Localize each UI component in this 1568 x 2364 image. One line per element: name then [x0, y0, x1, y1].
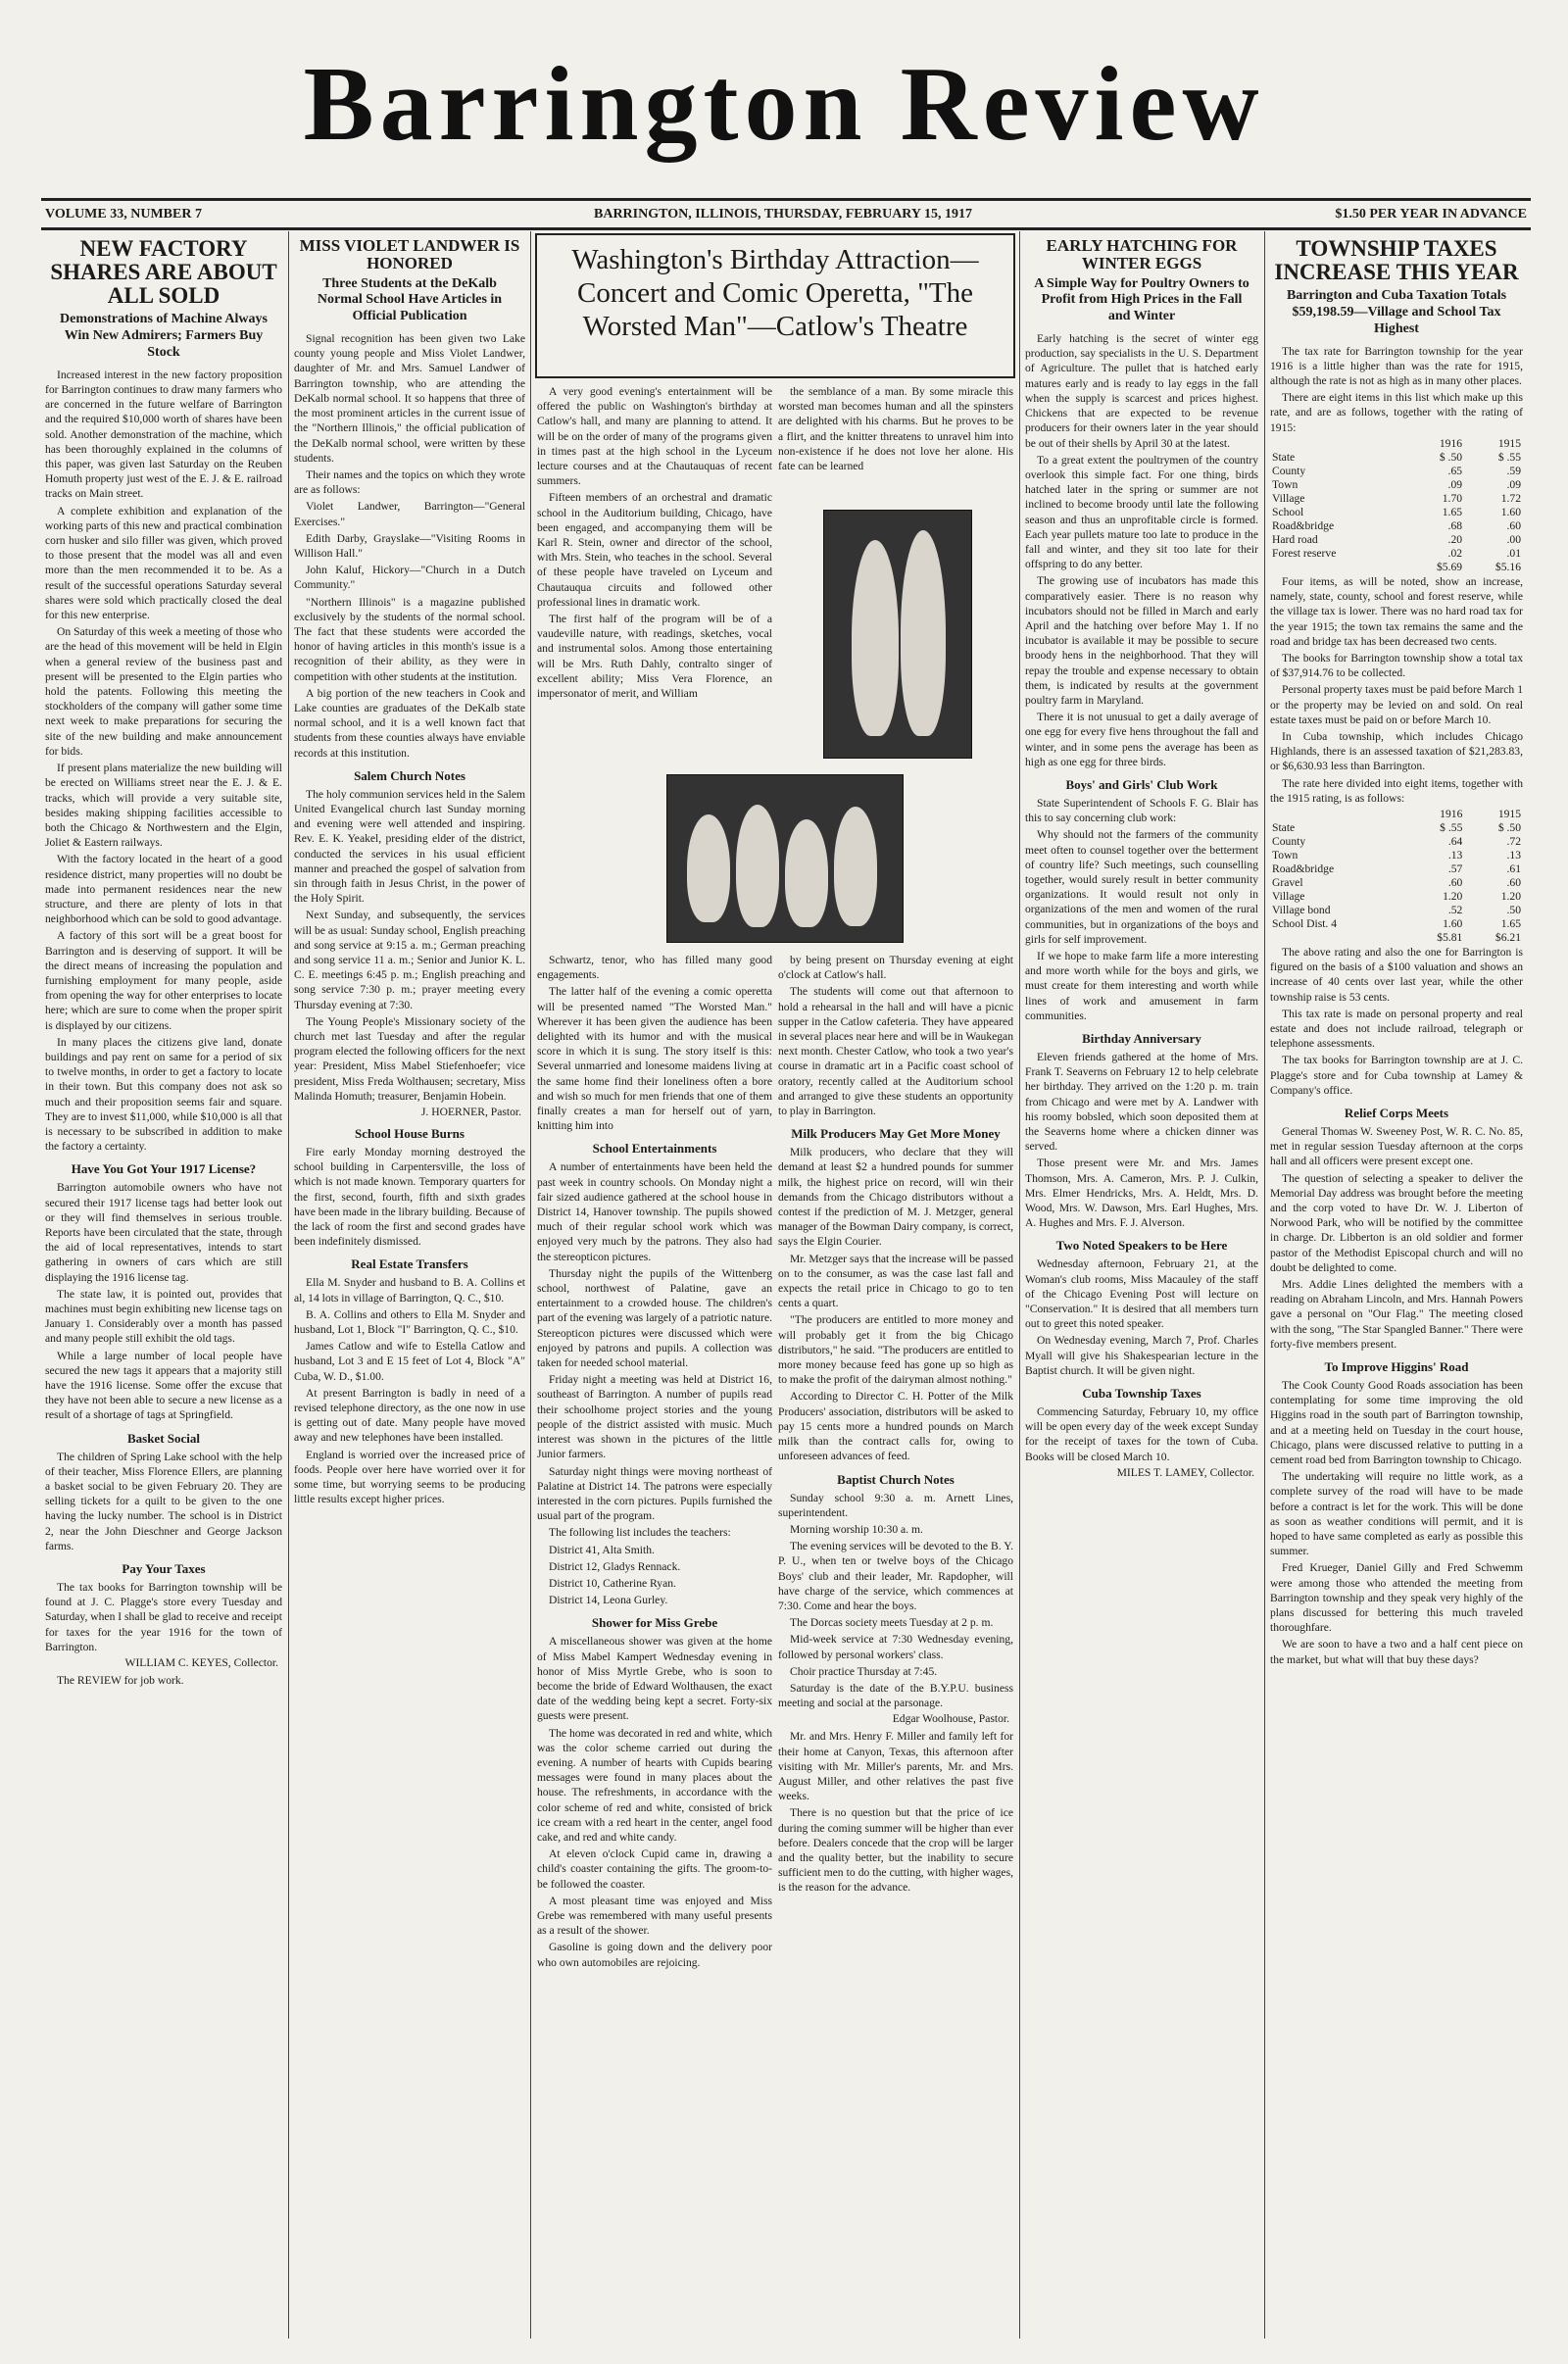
paragraph: There it is not unusual to get a daily average of one egg for every five hens throughout the fall and winter, and in some pens the average has been as high as one egg for three birds. — [1025, 711, 1258, 768]
teacher-list-item: District 12, Gladys Rennack. — [549, 1559, 681, 1573]
article-body — [778, 1491, 1013, 1711]
table-row — [1270, 506, 1523, 519]
deck-early-hatching: A Simple Way for Poultry Owners to Profit from High Prices in the Fall and Winter — [1034, 275, 1250, 324]
table-cell: .09 — [1506, 477, 1521, 491]
table-cell: .02 — [1447, 546, 1463, 560]
article-body — [45, 1450, 282, 1553]
subhead-club-work: Boys' and Girls' Club Work — [1065, 776, 1218, 792]
article-body — [294, 1275, 525, 1506]
paragraph: We are soon to have a two and a half cent piece on the market, but what will that buy these days? — [1270, 1638, 1523, 1666]
subhead-speakers: Two Noted Speakers to be Here — [1055, 1238, 1228, 1254]
table-cell: Town — [1272, 848, 1298, 862]
signature: MILES T. LAMEY, Collector. — [1116, 1465, 1254, 1479]
subscription-price: $1.50 PER YEAR IN ADVANCE — [1335, 207, 1527, 222]
washington-birthday-title: Washington's Birthday Attraction—Concert and Comic Operetta, "The Worsted Man"—Catlow's Theatre — [571, 244, 979, 342]
subhead-school-entertainments: School Entertainments — [592, 1141, 717, 1157]
table-cell: County — [1272, 834, 1306, 848]
table-cell: Village — [1272, 889, 1305, 903]
column-landwer — [294, 231, 525, 2339]
paragraph: A most pleasant time was enjoyed and Miss Grebe was remembered with many useful presents as a result of the shower. — [537, 1894, 772, 1938]
table-cell: $6.21 — [1494, 930, 1521, 944]
table-cell: $5.69 — [1436, 560, 1463, 573]
paragraph: A complete exhibition and explanation of the working parts of this new and practical combination corn husker and silo filler was given, which proved to those present that the model was all and even more than the men recommended it to be. As a result of the successful operations Saturday several shares were sold which practically closed the deal for this new enterprise. — [45, 504, 282, 622]
table-cell: .68 — [1447, 518, 1463, 532]
headline-early-hatching: EARLY HATCHING FOR WINTER EGGS — [1046, 236, 1238, 272]
paragraph: This tax rate is made on personal property and real estate and does not include railroad, telegraph or telephone assessments. — [1270, 1007, 1523, 1051]
table-cell: State — [1272, 820, 1296, 834]
table-header-cell — [1270, 808, 1406, 821]
table-cell: County — [1272, 464, 1306, 477]
table-cell: Gravel — [1272, 875, 1303, 889]
paragraph: Personal property taxes must be paid before March 1 or the property may be levied on and sold. On real estate taxes must be paid on or before March 10. — [1270, 683, 1523, 726]
table-cell: Road&bridge — [1272, 518, 1335, 532]
subhead-higgins-road: To Improve Higgins' Road — [1324, 1359, 1469, 1375]
paragraph: Their names and the topics on which they wrote are as follows: — [294, 468, 525, 497]
paragraph: Signal recognition has been given two Lake county young people and Miss Violet Landwer, daughter of Mr. and Mrs. Samuel Landwer of Barrington township, who are attending the DeKalb normal school. It so happens that three of the most prominent articles in the current issue of the "Northern Illinois," the official publication of the DeKalb normal school, were written by these students. — [294, 332, 525, 465]
table-header-cell: 1915 — [1497, 807, 1521, 820]
paragraph: B. A. Collins and others to Ella M. Snyder and husband, Lot 1, Block "I" Barrington, Q. C., $10. — [294, 1307, 525, 1337]
table-cell: Village — [1272, 491, 1305, 505]
column-rule — [288, 231, 289, 2339]
teacher-list-item: District 14, Leona Gurley. — [549, 1594, 668, 1607]
article-body — [45, 1180, 282, 1422]
table-cell: .52 — [1447, 903, 1463, 916]
table-cell: Forest reserve — [1272, 546, 1337, 560]
table-cell: .60 — [1506, 875, 1521, 889]
paragraph: The undertaking will require no little work, as a complete survey of the road will have to be made before a contract is let for the work. This will be done as soon as weather conditions will permit, and it is hoped to have same completed as early as possible this summer. — [1270, 1470, 1523, 1558]
article-body — [1025, 331, 1258, 769]
paragraph: A number of entertainments have been held the past week in country schools. On Monday night a fair sized audience gathered at the school house in District 14, Hanover township. The pupils showed much of their regular school work which was enjoyed very much by the patrons. They also had the stereopticon pictures. — [537, 1160, 772, 1263]
paragraph: Saturday is the date of the B.Y.P.U. business meeting and social at the parsonage. — [778, 1681, 1013, 1710]
paragraph: The books for Barrington township show a total tax of $37,914.76 to be collected. — [1270, 651, 1523, 680]
figure — [834, 807, 877, 926]
paragraph: Those present were Mr. and Mrs. James Thomson, Mrs. A. Cameron, Mrs. P. J. Culkin, Mrs. Elmer Hendricks, Mrs. A. Heldt, Mrs. D. Wood, Mrs. W. Dawson, Mrs. Earl Hughes, Mrs. A. Hughes and Mrs. F. J. Alverson. — [1025, 1157, 1258, 1230]
paragraph: Why should not the farmers of the community meet often to counsel together over the betterment of country life? Such meetings, such counselling together, would surely result in better community organizations. It would result not only in organizations of the men and women of the rural communities, but in organizations of the boys and girls for self improvement. — [1025, 828, 1258, 946]
paragraph: The holy communion services held in the Salem United Evangelical church last Sunday morning and evening were well attended and inspiring. Rev. E. K. Yeakel, presiding elder of the district, conducted the services in his usual efficient manner and preached the gospel of salvation from sin through faith in Jesus Christ, in the power of the Holy Spirit. — [294, 787, 525, 906]
paragraph: The above rating and also the one for Barrington is figured on the basis of a $100 valuation and shows an increase of 40 cents over last year, while the other township raise is 53 cents. — [1270, 945, 1523, 1004]
masthead-title: Barrington Review — [303, 46, 1265, 163]
table-cell: .00 — [1506, 532, 1521, 546]
paragraph: Eleven friends gathered at the home of Mrs. Frank T. Seaverns on February 12 to help celebrate her birthday. They arrived on the 1:20 p. m. train from Chicago and were met by A. Landwer with his roomy bobsled, which soon deposited them at the Seaverns home where a chicken dinner was served. — [1025, 1051, 1258, 1154]
paragraph: With the factory located in the heart of a good residence district, many properties will no doubt be made into permanent residences near the new structure, and there are plenty of lots in that neighborhood which can be sold to good advantage. — [45, 853, 282, 926]
column-rule — [1019, 231, 1020, 2339]
paragraph: The tax books for Barrington township are at J. C. Plagge's store and for Cuba township at Lamey & Company's office. — [1270, 1054, 1523, 1097]
paragraph: John Kaluf, Hickory—"Church in a Dutch Community." — [294, 564, 525, 592]
paragraph: Mr. and Mrs. Henry F. Miller and family left for their home at Canyon, Texas, this afternoon after visiting with Mr. Miller's parents, Mr. and Mrs. August Miller, and other relatives the past five weeks. — [778, 1730, 1013, 1803]
paragraph: On Saturday of this week a meeting of those who are the head of this movement will be held in Elgin when a general review of the business past and present will be presented to the Elgin parties who hold the patents. Following this meeting the stockholders of the company will gather some time next week to make preparations for securing the site of the new building and make announcement for bids. — [45, 625, 282, 758]
paragraph: Fifteen members of an orchestral and dramatic school in the Auditorium building, Chicago, have been engaged, and accompanying them will be Karl R. Stein, owner and director of the school, with Mrs. Stein, who teaches in the school. Several of these people have traveled on Lyceum and Chautauqua circuits and followed other professional lines in dramatic work. — [537, 491, 772, 609]
table-cell: .61 — [1506, 862, 1521, 875]
paragraph: If we hope to make farm life a more interesting and more worth while for the boys and girls, we must create for them interesting and worth while lines of work and amusement in farm communities. — [1025, 950, 1258, 1022]
volume-number: VOLUME 33, NUMBER 7 — [45, 207, 202, 222]
paragraph: There are eight items in this list which make up this rate, and are as follows, together with the rating of 1915: — [1270, 391, 1523, 434]
paragraph: Violet Landwer, Barrington—"General Exercises." — [294, 500, 525, 528]
table-cell: 1.60 — [1443, 916, 1463, 930]
article-body — [1025, 796, 1258, 1023]
tax-rate-table-cuba — [1270, 808, 1523, 945]
paragraph: Sunday school 9:30 a. m. Arnett Lines, superintendent. — [778, 1491, 1013, 1519]
paragraph: Next Sunday, and subsequently, the services will be as usual: Sunday school, English preaching and song service at 9:15 a. m.; German preaching and song service 11 a. m.; Senior and Junior K. L. C. E. meetings 6:45 p. m.; English preaching and song service 7:30 p. m.; prayer meeting every Thursday evening at 7:30. — [294, 909, 525, 1011]
column-rule — [1264, 231, 1265, 2339]
paragraph: Mid-week service at 7:30 Wednesday evening, followed by personal workers' class. — [778, 1633, 1013, 1661]
table-cell: $ .55 — [1497, 450, 1521, 464]
photo-performers-standing — [823, 510, 972, 759]
table-header-cell: 1916 — [1439, 436, 1463, 450]
paragraph: To a great extent the poultrymen of the country overlook this simple fact. For one thing, birds hatched later in the spring or summer are not inclined to become broody until late the following season and thus an unprofitable circle is formed. Each year pullets mature too late to produce in the fall and winter, and they sit too late for their offspring to do any better. — [1025, 453, 1258, 571]
paragraph: Choir practice Thursday at 7:45. — [790, 1664, 938, 1678]
table-cell: Road&bridge — [1272, 862, 1335, 875]
paragraph: The tax rate for Barrington township for the year 1916 is a little higher than was the rate for 1915, although the rate is not as high as in many other places. — [1270, 344, 1523, 388]
paragraph: Ella M. Snyder and husband to B. A. Collins et al, 14 lots in village of Barrington, Q. C., $10. — [294, 1276, 525, 1305]
article-body — [1025, 1404, 1258, 1464]
table-cell: School — [1272, 505, 1304, 518]
teacher-list-item: District 41, Alta Smith. — [549, 1543, 655, 1556]
table-cell: .09 — [1447, 477, 1463, 491]
paragraph: Thursday night the pupils of the Wittenberg school, northwest of Palatine, gave an entertainment to a crowded house. The children's part of the evening was largely of a patriotic nature. Stereopticon pictures were discussed which were enjoyed by patrons and pupils. A collection was taken for needed school material. — [537, 1266, 772, 1370]
paragraph: "The producers are entitled to more money and will probably get it from the big Chicago distributors," he said. "The producers are entitled to more money because feed has gone up so high as to make the profit of the dairyman almost nothing." — [778, 1313, 1013, 1387]
paragraph: The rate here divided into eight items, together with the 1915 rating, is as follows: — [1270, 776, 1523, 805]
paragraph: James Catlow and wife to Estella Catlow and husband, Lot 3 and E 15 feet of Lot 4, Block "A" Cuba, W. D., $1.00. — [294, 1340, 525, 1383]
signature: Edgar Woolhouse, Pastor. — [892, 1712, 1009, 1726]
paragraph: by being present on Thursday evening at eight o'clock at Catlow's hall. — [778, 954, 1013, 982]
paragraph: Schwartz, tenor, who has filled many good engagements. — [537, 954, 772, 982]
table-cell: 1.20 — [1500, 889, 1521, 903]
article-body — [1270, 574, 1523, 806]
washington-birthday-box — [535, 233, 1015, 378]
table-cell: $ .50 — [1497, 820, 1521, 834]
table-cell: 1.20 — [1443, 889, 1463, 903]
paragraph: Four items, as will be noted, show an increase, namely, state, county, school and forest reserve, while the village tax is lower. There was no hard road tax for the year 1915; the town tax remains the same and the road and bridge tax has been decreased two cents. — [1270, 574, 1523, 648]
paragraph: the semblance of a man. By some miracle this worsted man becomes human and all the spinsters are delighted with his charms. But he proves to be a flirt, and the knitter threatens to unravel him into non-existence if he does not love her alone. His fate can be learned — [778, 385, 1013, 473]
paragraph: A very good evening's entertainment will be offered the public on Washington's birthday at Catlow's hall, and many are planning to attend. It will be on the order of many of the programs given in times past at the high school in the Lyceum lecture courses and at the Chautauquas of recent summers. — [537, 385, 772, 488]
paragraph: The growing use of incubators has made this comparatively easier. There is no reason why incubators should not be filled in March and early April and the hatching over before May 1. If no incubator is available it may be possible to secure broody hens in the neighborhood. That they will repay the trouble and expense necessary to obtain them, is indicated by results at the government poultry farm in Maryland. — [1025, 574, 1258, 707]
subhead-salem-church: Salem Church Notes — [354, 767, 466, 783]
table-row — [1270, 519, 1523, 533]
table-row — [1270, 890, 1523, 904]
article-body — [45, 368, 282, 1155]
paragraph: Barrington automobile owners who have not secured their 1917 license tags had better look out or they will find themselves in serious trouble. Reports have been circulated that the state, through the aid of local representatives, intends to start gathering in owners of cars which are still displaying the 1916 license tag. — [45, 1181, 282, 1284]
table-cell: 1.65 — [1442, 505, 1463, 518]
table-cell: $5.81 — [1437, 930, 1463, 944]
paragraph: While a large number of local people have secured the new tags it appears that a majority still have the 1916 license. Some offer the excuse that they have not been able to secure a new license as a result of a shortage of tags at Springfield. — [45, 1349, 282, 1422]
column-township-taxes — [1270, 231, 1523, 2339]
figure — [736, 805, 779, 927]
deck-factory-shares: Demonstrations of Machine Always Win New Admirers; Farmers Buy Stock — [60, 312, 268, 361]
table-cell: .57 — [1447, 862, 1463, 875]
table-cell: .13 — [1506, 848, 1521, 862]
table-cell: State — [1272, 450, 1296, 464]
paragraph: According to Director C. H. Potter of the Milk Producers' association, distributors will be asked to pay 15 cents more a hundred pounds on March milk than the contract calls for, owing to unforeseen advances of feed. — [778, 1390, 1013, 1463]
table-cell: .50 — [1506, 903, 1521, 916]
masthead-rule-bottom — [41, 227, 1531, 230]
paragraph: Fire early Monday morning destroyed the school building in Carpentersville, the loss of which is not made known. Temporary quarters for the first, second, fourth, fifth and sixth grades have been made in the library building. Because of the lack of room the first and second grades have been indefinitely dismissed. — [294, 1146, 525, 1249]
table-cell: 1.70 — [1442, 491, 1463, 505]
table-header-row — [1270, 808, 1523, 821]
article-body — [1025, 1050, 1258, 1230]
article-body — [1025, 1256, 1258, 1378]
table-cell: Hard road — [1272, 532, 1318, 546]
paragraph: The REVIEW for job work. — [57, 1674, 184, 1688]
paragraph: England is worried over the increased price of foods. People over here have worried over it for some time, but worrying seems to be producing little results except higher prices. — [294, 1448, 525, 1506]
article-body — [45, 1580, 282, 1654]
table-cell: .20 — [1447, 532, 1463, 546]
table-cell: 1.65 — [1500, 916, 1521, 930]
paragraph: There is no question but that the price of ice during the coming summer will be higher than ever before. Dealers concede that the crop will be larger and the quality better, but the inability to secure sufficient men to do the cutting, with higher wages, is the reason for the advance. — [778, 1806, 1013, 1895]
table-cell: $5.16 — [1494, 560, 1521, 573]
table-row — [1270, 862, 1523, 876]
table-cell: .65 — [1447, 464, 1463, 477]
article-body — [1270, 945, 1523, 1098]
paragraph: Mrs. Addie Lines delighted the members with a reading on Abraham Lincoln, and Mrs. Hannah Powers gave a personal on "Our Flag." The meeting closed with the song, "The Star Spangled Banner." There were forty-five members present. — [1270, 1278, 1523, 1351]
paragraph: On Wednesday evening, March 7, Prof. Charles Myall will give his Shakespearian lecture in the Baptist church. It will be given night. — [1025, 1334, 1258, 1377]
table-row — [1270, 533, 1523, 547]
column-concert-right — [778, 384, 1013, 502]
column-concert-lower-right — [778, 953, 1013, 2339]
table-cell: School Dist. 4 — [1272, 916, 1338, 930]
table-cell: .59 — [1506, 464, 1521, 477]
paragraph: Milk producers, who declare that they will demand at least $2 a hundred pounds for summer milk, the highest price on record, will win their demands from the Chicago distributors without a contest if the prediction of M. J. Metzger, general manager of the Bowman Dairy company, is correct, says the Elgin Courier. — [778, 1146, 1013, 1249]
table-row — [1270, 821, 1523, 835]
table-row — [1270, 465, 1523, 478]
paragraph: The state law, it is pointed out, provides that machines must begin exhibiting new license tags on January 1. Considerably over a month has passed and many people still exhibit the old tags. — [45, 1287, 282, 1346]
paragraph: Commencing Saturday, February 10, my office will be open every day of the week except Sunday for the receipt of taxes for the town of Cuba. Books will be closed March 10. — [1025, 1405, 1258, 1463]
table-cell — [1270, 931, 1406, 945]
subhead-baptist-church: Baptist Church Notes — [837, 1471, 955, 1487]
masthead-rule-top — [41, 198, 1531, 201]
headline-landwer: MISS VIOLET LANDWER IS HONORED — [299, 236, 520, 272]
deck-township-taxes: Barrington and Cuba Taxation Totals $59,198.59—Village and School Tax Highest — [1286, 288, 1507, 336]
subhead-birthday: Birthday Anniversary — [1082, 1031, 1201, 1047]
article-body — [537, 953, 772, 1133]
paragraph: State Superintendent of Schools F. G. Blair has this to say concerning club work: — [1025, 796, 1258, 825]
paragraph: Mr. Metzger says that the increase will be passed on to the consumer, as was the case last fall and expects the retail price in Chicago to go to ten cents a quart. — [778, 1252, 1013, 1310]
table-cell: .13 — [1447, 848, 1463, 862]
figure — [785, 819, 828, 927]
article-body — [1270, 344, 1523, 435]
article-body — [45, 1673, 282, 1688]
table-row — [1270, 917, 1523, 931]
signature: WILLIAM C. KEYES, Collector. — [124, 1656, 278, 1670]
article-body — [778, 1145, 1013, 1463]
table-row — [1270, 547, 1523, 561]
table-row — [1270, 492, 1523, 506]
article-body — [294, 1145, 525, 1249]
table-row — [1270, 849, 1523, 862]
article-body — [778, 1729, 1013, 1895]
paragraph: The question of selecting a speaker to deliver the Memorial Day address was brought before the meeting and the corp voted to have Dr. W. J. Liberton of Norwood Park, who will be notified by the committee in charge. Dr. Libberton is an old soldier and former pastor of the Methodist Episcopal church and will no doubt be delighted to come. — [1270, 1171, 1523, 1274]
info-bar — [45, 204, 1527, 227]
paragraph: A miscellaneous shower was given at the home of Miss Mabel Kampert Wednesday evening in honor of Miss Myrtle Grebe, who is soon to become the bride of Edward Wolthausen, the exact date of the wedding being kept a secret. Forty-six guests were present. — [537, 1635, 772, 1723]
tax-rate-table-barrington — [1270, 437, 1523, 574]
figure — [852, 540, 899, 736]
dateline: BARRINGTON, ILLINOIS, THURSDAY, FEBRUARY 15, 1917 — [594, 207, 973, 222]
paragraph: Friday night a meeting was held at District 16, southeast of Barrington. A number of pupils read their schoolhome project stories and the young people of the district assisted with music. Much interest was shown in the pictures of the little Junior farmers. — [537, 1373, 772, 1461]
paragraph: The Young People's Missionary society of the church met last Tuesday and after the regular program elected the following officers for the next year: President, Miss Mabel Stiefenhoefer; vice president, Miss Freda Wolthausen; secretary, Miss Malinda Homuth; treasurer, Benjamin Hobein. — [294, 1014, 525, 1103]
table-row — [1270, 561, 1523, 574]
subhead-basket-social: Basket Social — [126, 1430, 201, 1446]
paragraph: A big portion of the new teachers in Cook and Lake counties are graduates of the DeKalb state normal school, and it is a well known fact that students from these counties always have enviable records at this institution. — [294, 686, 525, 760]
paragraph: General Thomas W. Sweeney Post, W. R. C. No. 85, met in regular session Tuesday afternoon at the corps hall and all officers were present except one. — [1270, 1124, 1523, 1168]
table-cell: $ .55 — [1440, 820, 1463, 834]
subhead-school-burns: School House Burns — [355, 1126, 465, 1142]
paragraph: Increased interest in the new factory proposition for Barrington continues to draw many farmers who are concerned in the future welfare of Barrington and the required $10,000 worth of shares have been sold. Another demonstration of the machine, which has been thoroughly explained in the columns of this paper, was given last Saturday on the Reuben Homuth property just west of the E. J. & E. railroad tracks on Main street. — [45, 368, 282, 501]
subhead-license: Have You Got Your 1917 License? — [71, 1161, 257, 1177]
paragraph: In Cuba township, which includes Chicago Highlands, there is an assessed taxation of $21,283.83, or $6,630.93 less than Barrington. — [1270, 729, 1523, 773]
table-cell: .60 — [1447, 875, 1463, 889]
paragraph: "Northern Illinois" is a magazine published exclusively by the students of the normal school. The fact that these students were accorded the honor of having articles in this month's issue is a recognition of their ability, as they were in competition with other students at the institution. — [294, 595, 525, 683]
table-header-cell — [1270, 437, 1405, 451]
paragraph: At eleven o'clock Cupid came in, drawing a child's coaster containing the gifts. The groom-to-be followed the coaster. — [537, 1847, 772, 1891]
table-row — [1270, 931, 1523, 945]
photo-performers-group — [666, 774, 904, 943]
paragraph: A factory of this sort will be a great boost for Barrington and is deserving of support. It will be the direct means of increasing the population and furnishing employment for many people, aside from opening the way for other enterprises to locate here; which are sure to come when the proper spirit is displayed by our citizens. — [45, 929, 282, 1032]
deck-landwer: Three Students at the DeKalb Normal School Have Articles in Official Publication — [317, 275, 503, 324]
signature: J. HOERNER, Pastor. — [420, 1106, 521, 1119]
paragraph: Early hatching is the secret of winter egg production, say specialists in the U. S. Department of Agriculture. The pullet that is hatched early matures early and is ready to lay eggs in the fall when the supply is scarcest and prices highest. Chickens that are expected to be revenue producers for their owners later in the year should be out of their shells by April 30 at the latest. — [1025, 332, 1258, 450]
table-row — [1270, 835, 1523, 849]
table-header-cell: 1915 — [1497, 436, 1521, 450]
table-cell: $ .50 — [1439, 450, 1463, 464]
table-cell: .01 — [1506, 546, 1521, 560]
paragraph: The tax books for Barrington township will be found at J. C. Plagge's store every Tuesday and Saturday, when I shall be glad to receive and receipt for taxes for the year 1916 for the town of Barrington. — [45, 1581, 282, 1653]
table-cell: .60 — [1506, 518, 1521, 532]
article-body — [537, 1634, 772, 1969]
paragraph: In many places the citizens give land, donate buildings and pay rent on same for a period of six to twelve months, in order to get a factory to locate in their town. But this company does not ask so much and their proposition seems fair and square. They are to invest $11,000, while $10,000 is all that is necessary to be subscribed in addition to make the factory a certainty. — [45, 1035, 282, 1154]
table-row — [1270, 876, 1523, 890]
paragraph: Edith Darby, Grayslake—"Visiting Rooms in Willison Hall." — [294, 531, 525, 560]
table-cell: 1.72 — [1500, 491, 1521, 505]
column-factory-shares — [45, 231, 282, 2339]
table-cell: .64 — [1447, 834, 1463, 848]
paragraph: Morning worship 10:30 a. m. — [790, 1522, 923, 1536]
figure — [901, 530, 946, 736]
table-cell — [1270, 561, 1405, 574]
article-body — [537, 1159, 772, 1607]
paragraph: The children of Spring Lake school with the help of their teacher, Miss Florence Ellers, are planning a basket social to be given February 20. They are selling tickets for a quilt to be given to the one having the lucky number. The school is in District 2, near the John Dieschner and George Jackson farms. — [45, 1450, 282, 1552]
headline-township-taxes: TOWNSHIP TAXES INCREASE THIS YEAR — [1274, 236, 1519, 285]
subhead-relief-corps: Relief Corps Meets — [1344, 1105, 1449, 1120]
teacher-list-item: District 10, Catherine Ryan. — [549, 1576, 676, 1590]
table-cell: Town — [1272, 477, 1298, 491]
paragraph: Gasoline is going down and the delivery poor who own automobiles are rejoicing. — [537, 1941, 772, 1969]
table-cell: 1.60 — [1500, 505, 1521, 518]
table-header-cell: 1916 — [1440, 807, 1463, 820]
table-row — [1270, 904, 1523, 917]
table-cell: Village bond — [1272, 903, 1331, 916]
column-rule — [530, 231, 531, 2339]
table-row — [1270, 478, 1523, 492]
paragraph: The Dorcas society meets Tuesday at 2 p. m. — [790, 1616, 994, 1630]
article-body — [778, 384, 1013, 473]
article-body — [294, 787, 525, 1104]
article-body — [778, 953, 1013, 1118]
paragraph: The students will come out that afternoon to hold a rehearsal in the hall and will have a picnic supper in the Catlow cafeteria. They have appeared in several places near here and will be in Waukegan next month. Chester Catlow, who took a two year's course in dramatic art in a Pacific coast school of oratory, recently called at the Auditorium school and arranged to give these students an opportunity to play in Barrington. — [778, 985, 1013, 1118]
column-concert-lower-left — [537, 953, 772, 2339]
paragraph: Wednesday afternoon, February 21, at the Woman's club rooms, Miss Macauley of the staff of the Chicago Evening Post will lecture on "Conservation." It is desired that all members turn out to greet this noted speaker. — [1025, 1257, 1258, 1331]
paragraph: At present Barrington is badly in need of a revised telephone directory, as the one now in use is getting out of date. Many people have moved away and new telephones have been installed. — [294, 1386, 525, 1445]
paragraph: The evening services will be devoted to the B. Y. P. U., when ten or twelve boys of the Chicago Boys' club and their leader, Mr. Rapdopher, will have charge of the service, which commences at 7:30. Come and hear the boys. — [778, 1540, 1013, 1612]
subhead-milk-producers: Milk Producers May Get More Money — [791, 1126, 1001, 1142]
paragraph: The Cook County Good Roads association has been contemplating for some time improving the old Higgins road in the south part of Barrington township, and at a meeting held on Tuesday in the court house, Chicago, plans were discussed relative to putting in a cement road bed from Barrington township to Chicago. — [1270, 1379, 1523, 1467]
figure — [687, 814, 730, 922]
subhead-pay-taxes: Pay Your Taxes — [122, 1561, 206, 1577]
subhead-real-estate: Real Estate Transfers — [351, 1256, 468, 1272]
column-early-hatching — [1025, 231, 1258, 2339]
article-body — [1270, 1378, 1523, 1667]
table-row — [1270, 451, 1523, 465]
article-body — [1270, 1124, 1523, 1352]
paragraph: The following list includes the teachers: — [549, 1526, 731, 1540]
headline-factory-shares: NEW FACTORY SHARES ARE ABOUT ALL SOLD — [50, 236, 277, 309]
paragraph: If present plans materialize the new building will be erected on Williams street near the E. J. & E. tracks, which will provide a very suitable site, besides making shipping facilities accessible to both the Chicago & Northwestern and the Elgin, Joliet & Eastern railways. — [45, 762, 282, 850]
paragraph: Saturday night things were moving northeast of Palatine at District 14. The patrons were especially interested in the corn pictures. Pupils furnished the usual part of the program. — [537, 1464, 772, 1523]
table-cell: .72 — [1506, 834, 1521, 848]
subhead-cuba-taxes: Cuba Township Taxes — [1082, 1386, 1201, 1402]
paragraph: The home was decorated in red and white, which was the color scheme carried out during the evening. A number of hearts with Cupids bearing messages were found in many places about the house. The refreshments, in accordance with the color scheme of red and white, consisted of brick ice cream with a red heart in the center, angel food cake, and red and white candy. — [537, 1726, 772, 1844]
paragraph: The first half of the program will be of a vaudeville nature, with readings, sketches, vocal and instrumental solos. Among those entertaining will be Mrs. Ruth Dahly, contralto singer of excellent ability; Miss Vera Florence, an impersonator of merit, and William — [537, 613, 772, 701]
subhead-shower-grebe: Shower for Miss Grebe — [591, 1615, 718, 1631]
article-body — [537, 384, 772, 701]
paragraph: The latter half of the evening a comic operetta will be presented named "The Worsted Man." Wherever it has been given the audience has been delighted with its humor and with the musical score in which it is sung. The story itself is this: Several unmarried and lonesome maidens living at the same home find their loneliness often a bore and wish so much for men friends that one of them finally creates a man for herself out of yarn, knitting him into — [537, 985, 772, 1133]
article-body — [294, 331, 525, 761]
paragraph: Fred Krueger, Daniel Gilly and Fred Schwemm were among those who attended the meeting from Barrington township and they speak very highly of the plans discussed for bettering this much traveled thoroughfare. — [1270, 1561, 1523, 1635]
table-header-row — [1270, 437, 1523, 451]
